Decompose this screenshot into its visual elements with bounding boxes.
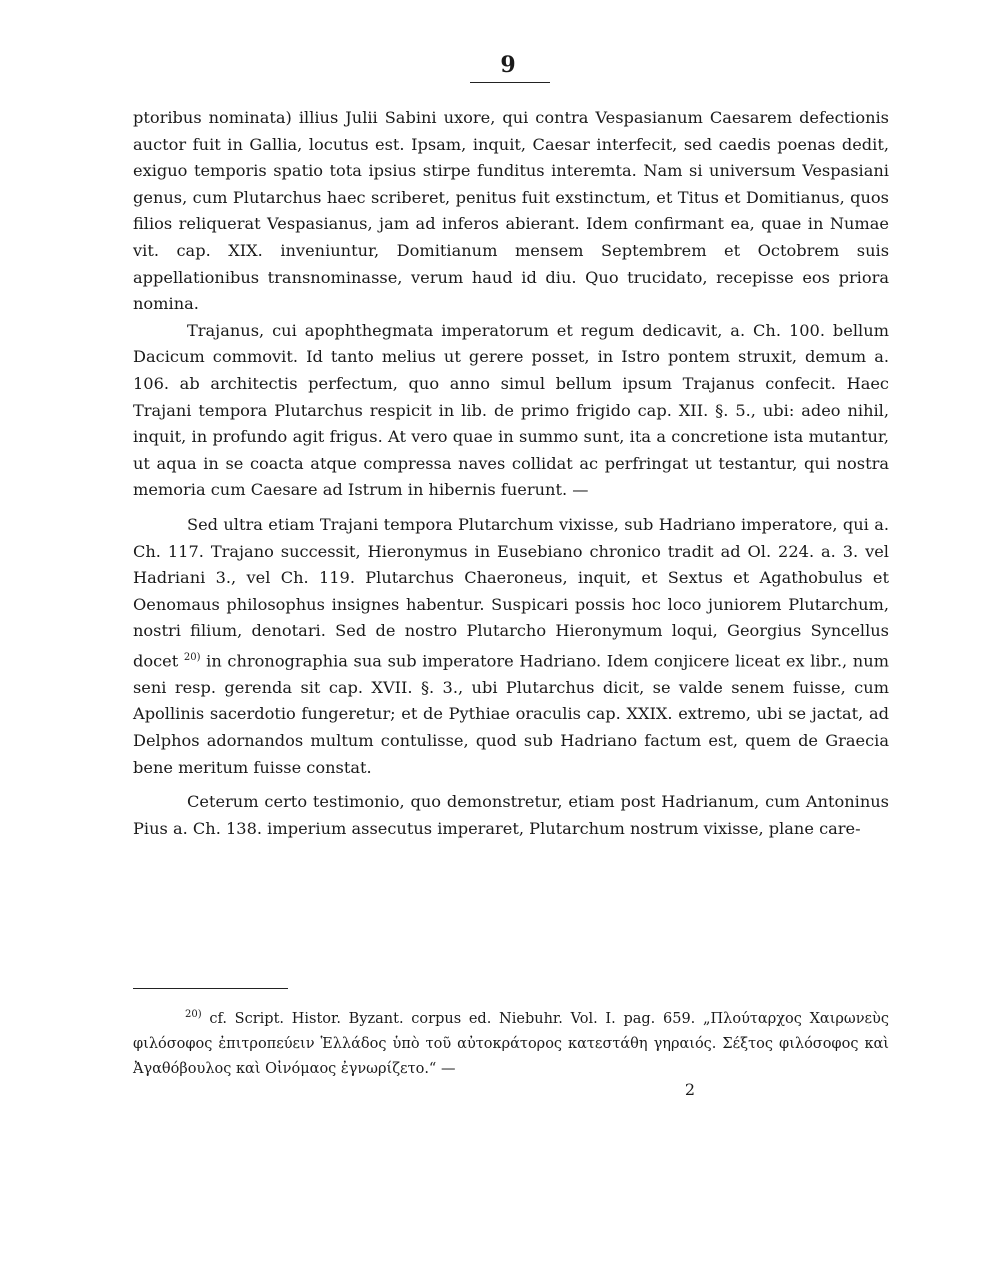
- footnote-rule: [133, 988, 288, 989]
- paragraph-1: ptoribus nominata) illius Julii Sabini uxore, qui contra Vespasianum Caesarem defectionis auctor fuit in Gallia, locutus est. Ipsam, inquit, Caesar interfecit, sed caedis poenas dedit, exiguo temporis spatio tota ipsius stirpe funditus interemta. Nam si universum Vespasiani genus, cum Plutarchus haec scriberet, penitus fuit exstinctum, et Titus et Domitianus, quos filios reliquerat Vespasianus, jam ad inferos abierant. Idem confirmant ea, quae in Numae vit. cap. XIX. inveniuntur, Domitianum mensem Septembrem et Octobrem suis appellationibus transnominasse, verum haud id diu. Quo trucidato, recepisse eos priora nomina.: [133, 108, 889, 314]
- footnote-marker: 20): [185, 1009, 202, 1020]
- footnote-reference[interactable]: 20): [183, 651, 201, 663]
- page-number: 9: [500, 52, 516, 78]
- footnote: [133, 1002, 889, 1082]
- paragraph-4: Ceterum certo testimonio, quo demonstretur, etiam post Hadrianum, cum Antoninus Pius a. Ch. 138. imperium assecutus imperaret, Plutarchum nostrum vixisse, plane care-: [133, 792, 889, 838]
- signature-mark: 2: [684, 1080, 696, 1099]
- paragraph-2: Trajanus, cui apophthegmata imperatorum et regum dedicavit, a. Ch. 100. bellum Dacicum commovit. Id tanto melius ut gerere posset, in Istro pontem struxit, demum a. 106. ab architectis perfectum, quo anno simul bellum ipsum Trajanus confecit. Haec Trajani tempora Plutarchus respicit in lib. de primo frigido cap. XII. §. 5., ubi: adeo nihil, inquit, in profundo agit frigus. At vero quae in summo sunt, ita a concretione ista mutantur, ut aqua in se coacta atque compressa naves collidat ac perfringat ut testantur, qui nostra memoria cum Caesare ad Istrum in hibernis fuerunt. —: [133, 320, 889, 500]
- paragraph-3-text-after-ref: in chronographia sua sub imperatore Hadriano. Idem conjicere liceat ex libr., num seni resp. gerenda sit cap. XVII. §. 3., ubi Plutarchus dicit, se valde senem fuisse, cum Apollinis sacerdotio fungeretur; et de Pythiae oraculis cap. XXIX. extremo, ubi se jactat, ad Delphos adornandos multum contulisse, quod sub Hadriano factum est, quem de Graecia bene meritum fuisse constat.: [133, 651, 889, 777]
- body-text: [133, 105, 889, 842]
- paragraph-3: [133, 512, 889, 781]
- paragraph-3-text-before-ref: Sed ultra etiam Trajani tempora Plutarchum vixisse, sub Hadriano imperatore, qui a. Ch. 117. Trajano successit, Hieronymus in Eusebiano chronico tradit ad Ol. 224. a. 3. vel Hadriani 3., vel Ch. 119. Plutarchus Chaeroneus, inquit, et Sextus et Agathobulus et Oenomaus philosophus insignes habentur. Suspicari possis hoc loco juniorem Plutarchum, nostri filium, denotari. Sed de nostro Plutarcho Hieronymum loqui, Georgius Syncellus docet: [133, 514, 889, 671]
- footnote-text: cf. Script. Histor. Byzant. corpus ed. Niebuhr. Vol. I. pag. 659. „Πλούταρχος Χαιρωνεὺς φιλόσοφος ἐπιτροπεύειν Ἑλλάδος ὑπὸ τοῦ αὐτοκράτορος κατεστάθη γηραιός. Σέξτος φιλόσοφος καὶ Ἀγαθόβουλος καὶ Οἰνόμαος ἐγνωρίζετο.“ —: [133, 1010, 889, 1077]
- header-rule: [470, 82, 550, 83]
